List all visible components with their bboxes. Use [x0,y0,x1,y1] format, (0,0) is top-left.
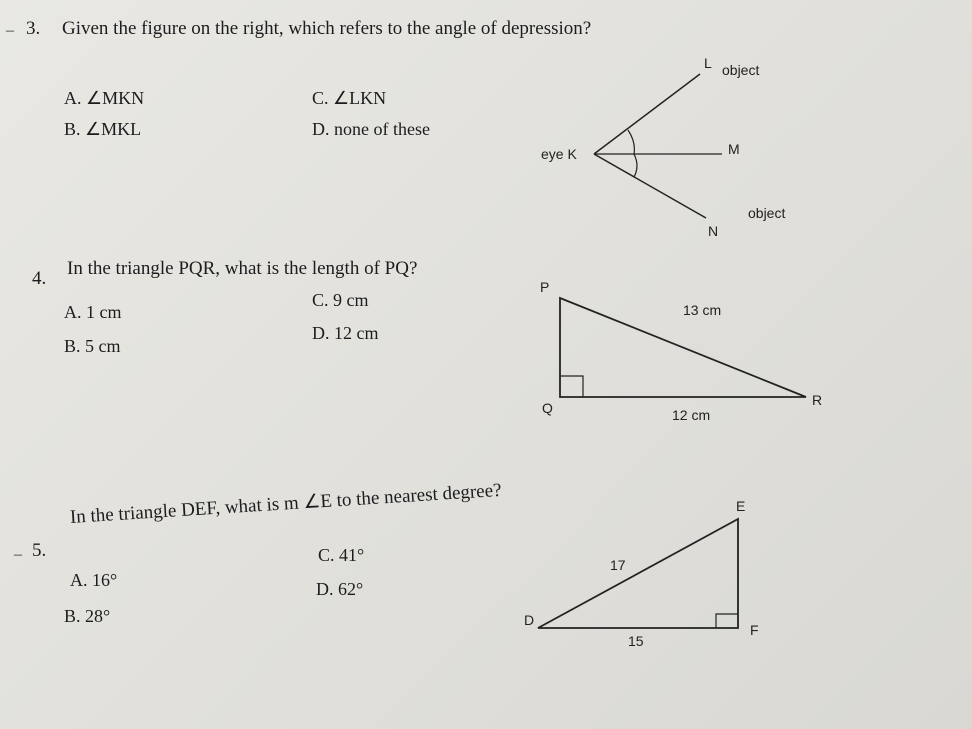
q4-option-d[interactable]: D. 12 cm [312,323,379,343]
q3-option-b[interactable]: B. ∠MKL [64,119,142,139]
q3-option-a[interactable]: A. ∠MKN [64,88,145,108]
q3-label-eye: eye K [541,146,577,162]
q5-label-base: 15 [628,633,644,649]
q4-label-base: 12 cm [672,407,711,423]
q4-option-c[interactable]: C. 9 cm [312,290,369,310]
q4-label-q: Q [542,400,553,416]
q3-option-d[interactable]: D. none of these [312,119,430,139]
q5-label-e: E [736,498,746,514]
q5-number: 5. [32,540,47,561]
q5-option-b[interactable]: B. 28° [64,606,111,626]
q3-option-c[interactable]: C. ∠LKN [312,88,387,108]
q5-label-hyp: 17 [610,557,626,573]
q3-label-object-top: object [722,62,760,78]
q5-option-a[interactable]: A. 16° [70,570,118,590]
q4-text: In the triangle PQR, what is the length of PQ? [67,258,418,279]
q4-option-b[interactable]: B. 5 cm [64,336,121,356]
q4-label-hyp: 13 cm [683,302,722,318]
q3-label-m: M [728,141,740,157]
q5-option-d[interactable]: D. 62° [316,579,364,599]
q3-label-n: N [708,223,719,239]
q4-label-r: R [812,392,823,408]
q3-mark: – [6,22,14,39]
q4-number: 4. [32,268,47,289]
q4-label-p: P [540,279,550,295]
q3-text: Given the figure on the right, which refers to the angle of depression? [62,18,592,39]
q5-label-d: D [524,612,535,628]
q3-number: 3. [26,18,41,39]
q5-right-angle-mark [716,614,738,628]
q5-option-c[interactable]: C. 41° [318,545,365,565]
q5-label-f: F [750,622,759,638]
q5-mark: – [14,546,22,563]
q5-triangle [538,519,738,628]
q5-text: In the triangle DEF, what is m ∠E to the nearest degree? [69,479,503,528]
q3-label-object-bottom: object [748,205,786,221]
q3-label-l: L [704,55,712,71]
q4-option-a[interactable]: A. 1 cm [64,302,122,322]
